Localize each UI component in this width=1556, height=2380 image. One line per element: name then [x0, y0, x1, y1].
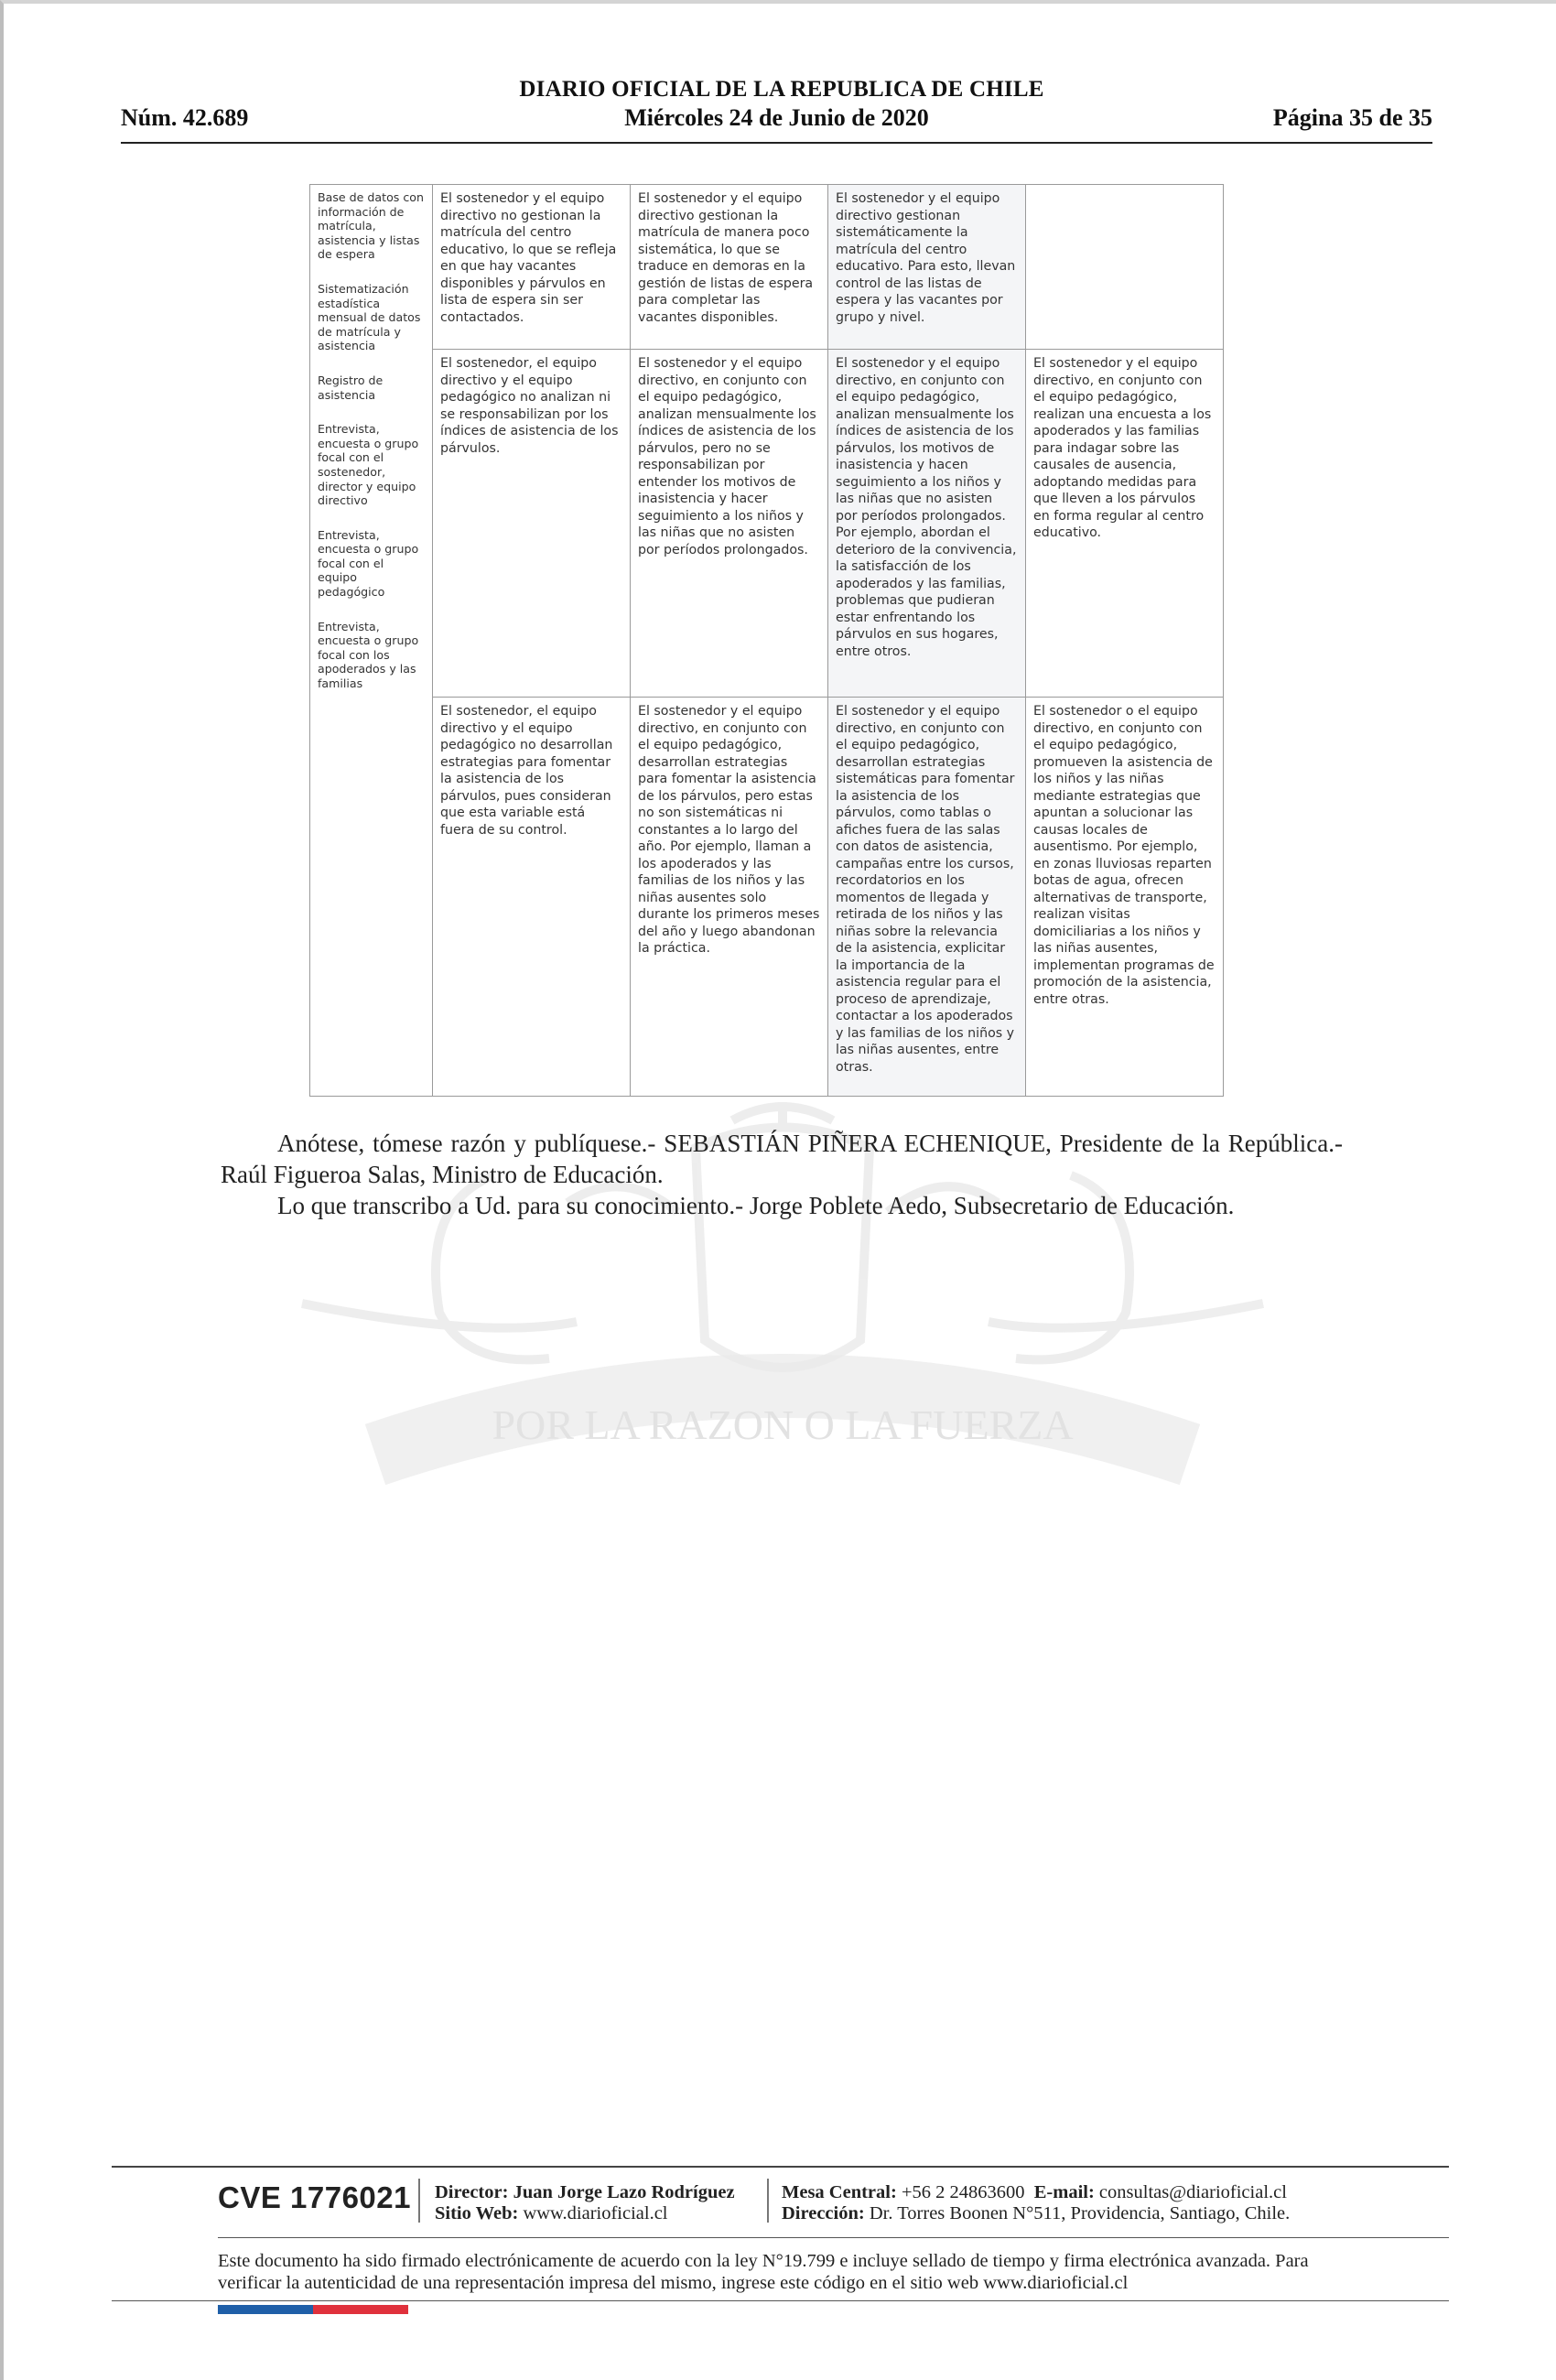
director-name: Juan Jorge Lazo Rodríguez: [513, 2182, 735, 2202]
table-cell: El sostenedor y el equipo directivo gestionan sistemáticamente la matrícula del centro educativo. Para esto, llevan control de las listas de espera y las vacantes por grupo y nivel.: [828, 185, 1026, 350]
table-cell: [1026, 185, 1224, 350]
table-cell: El sostenedor y el equipo directivo gestionan la matrícula de manera poco sistemática, lo que se traduce en demoras en la gestión de listas de espera para completar las vacantes disponibles.: [631, 185, 828, 350]
signature-paragraph: Anótese, tómese razón y publíquese.- SEBASTIÁN PIÑERA ECHENIQUE, Presidente de la República.- Raúl Figueroa Salas, Ministro de Educación.: [221, 1130, 1343, 1188]
legal-notice: Este documento ha sido firmado electrónicamente de acuerdo con la ley N°19.799 e incluye sellado de tiempo y firma electrónica avanzada. Para verificar la autenticidad de una representación impresa del mismo, ingrese este código en el sitio web www.diarioficial.cl: [218, 2251, 1309, 2293]
director-label: Director:: [435, 2182, 509, 2202]
footer-contact-block: [782, 2182, 1290, 2224]
table-row: [310, 185, 1224, 350]
footer-separator: [418, 2179, 420, 2223]
evidence-item: Registro de asistencia: [318, 373, 384, 402]
transcription-paragraph: Lo que transcribo a Ud. para su conocimiento.- Jorge Poblete Aedo, Subsecretario de Educación.: [277, 1192, 1235, 1219]
email-link[interactable]: consultas@diarioficial.cl: [1098, 2182, 1287, 2202]
table-row: [310, 698, 1224, 1097]
header-divider: [121, 142, 1432, 144]
evidence-item: Entrevista, encuesta o grupo focal con los apoderados y las familias: [318, 619, 419, 691]
table-cell: El sostenedor, el equipo directivo y el equipo pedagógico no analizan ni se responsabilizan por los índices de asistencia de los párvulos.: [433, 350, 631, 698]
table-cell: El sostenedor y el equipo directivo, en conjunto con el equipo pedagógico, desarrollan estrategias sistemáticas para fomentar la asistencia de los párvulos, como tablas o afiches fuera de las salas con datos de asistencia, campañas entre los cursos, recordatorios en los momentos de llegada y retirada de los niños y las niñas sobre la relevancia de la asistencia, explicitar la importancia de la asistencia regular para el proceso de aprendizaje, contactar a los apoderados y las familias de los niños y las niñas ausentes, entre otras.: [828, 698, 1026, 1097]
page-number: Página 35 de 35: [1272, 104, 1432, 131]
cve-code: CVE 1776021: [218, 2180, 411, 2214]
evidence-cell: [310, 185, 433, 1097]
flag-stripe-red: [313, 2305, 408, 2314]
flag-stripe-blue: [218, 2305, 313, 2314]
phone-label: Mesa Central:: [782, 2182, 897, 2202]
address-label: Dirección:: [782, 2203, 865, 2223]
email-label: E-mail:: [1033, 2182, 1095, 2202]
table-cell: El sostenedor y el equipo directivo no gestionan la matrícula del centro educativo, lo que se refleja en que hay vacantes disponibles y párvulos en lista de espera sin ser contactados.: [433, 185, 631, 350]
table-cell: El sostenedor, el equipo directivo y el equipo pedagógico no desarrollan estrategias para fomentar la asistencia de los párvulos, pues consideran que esta variable está fuera de su control.: [433, 698, 631, 1097]
header-row: [121, 104, 1432, 135]
watermark-motto: POR LA RAZON O LA FUERZA: [492, 1401, 1074, 1448]
rubric-table: [309, 184, 1224, 1097]
publication-title: DIARIO OFICIAL DE LA REPUBLICA DE CHILE: [519, 77, 1044, 102]
issue-number: Núm. 42.689: [121, 104, 249, 131]
table-cell: El sostenedor y el equipo directivo, en conjunto con el equipo pedagógico, realizan una encuesta a los apoderados y las familias para indagar sobre las causales de ausencia, adoptando medidas para que lleven a los párvulos en forma regular al centro educativo.: [1026, 350, 1224, 698]
evidence-item: Entrevista, encuesta o grupo focal con el sostenedor, director y equipo directivo: [318, 422, 419, 508]
table-cell: El sostenedor y el equipo directivo, en conjunto con el equipo pedagógico, analizan mensualmente los índices de asistencia de los párvulos, pero no se responsabilizan por entender los motivos de inasistencia y hacer seguimiento a los niños y las niñas que no asisten por períodos prolongados.: [631, 350, 828, 698]
closing-text: [221, 1128, 1343, 1221]
phone-number: +56 2 24863600: [901, 2182, 1025, 2202]
evidence-item: Base de datos con información de matrícula, asistencia y listas de espera: [318, 190, 424, 262]
footer-director-block: [435, 2182, 735, 2224]
address-text: Dr. Torres Boonen N°511, Providencia, Santiago, Chile.: [869, 2203, 1291, 2223]
website-link[interactable]: www.diarioficial.cl: [523, 2203, 668, 2223]
footer-separator: [767, 2179, 769, 2223]
issue-date: Miércoles 24 de Junio de 2020: [624, 104, 929, 131]
footer-inner-divider: [218, 2237, 1449, 2238]
table-cell: El sostenedor y el equipo directivo, en conjunto con el equipo pedagógico, desarrollan estrategias para fomentar la asistencia de los párvulos, pero estas no son sistemáticas ni constantes a lo largo del año. Por ejemplo, llaman a los apoderados y las familias de los niños y las niñas ausentes solo durante los primeros meses del año y luego abandonan la práctica.: [631, 698, 828, 1097]
footer-bottom-divider: [112, 2300, 1449, 2301]
evidence-item: Entrevista, encuesta o grupo focal con el equipo pedagógico: [318, 527, 419, 600]
table-cell: El sostenedor o el equipo directivo, en conjunto con el equipo pedagógico, promueven la asistencia de los niños y las niñas mediante estrategias que apuntan a solucionar las causas locales de ausentismo. Por ejemplo, en zonas lluviosas reparten botas de agua, ofrecen alternativas de transporte, realizan visitas domiciliarias a los niños y las niñas ausentes, implementan programas de promoción de la asistencia, entre otras.: [1026, 698, 1224, 1097]
footer-divider: [112, 2166, 1449, 2168]
table-cell: El sostenedor y el equipo directivo, en conjunto con el equipo pedagógico, analizan mensualmente los índices de asistencia de los párvulos, los motivos de inasistencia y hacen seguimiento a los niños y las niñas que no asisten por períodos prolongados. Por ejemplo, abordan el deterioro de la convivencia, la satisfacción de los apoderados y las familias, problemas que pudieran estar enfrentando los párvulos en sus hogares, entre otros.: [828, 350, 1026, 698]
website-label: Sitio Web:: [435, 2203, 519, 2223]
evidence-item: Sistematización estadística mensual de datos de matrícula y asistencia: [318, 281, 421, 353]
table-row: [310, 350, 1224, 698]
